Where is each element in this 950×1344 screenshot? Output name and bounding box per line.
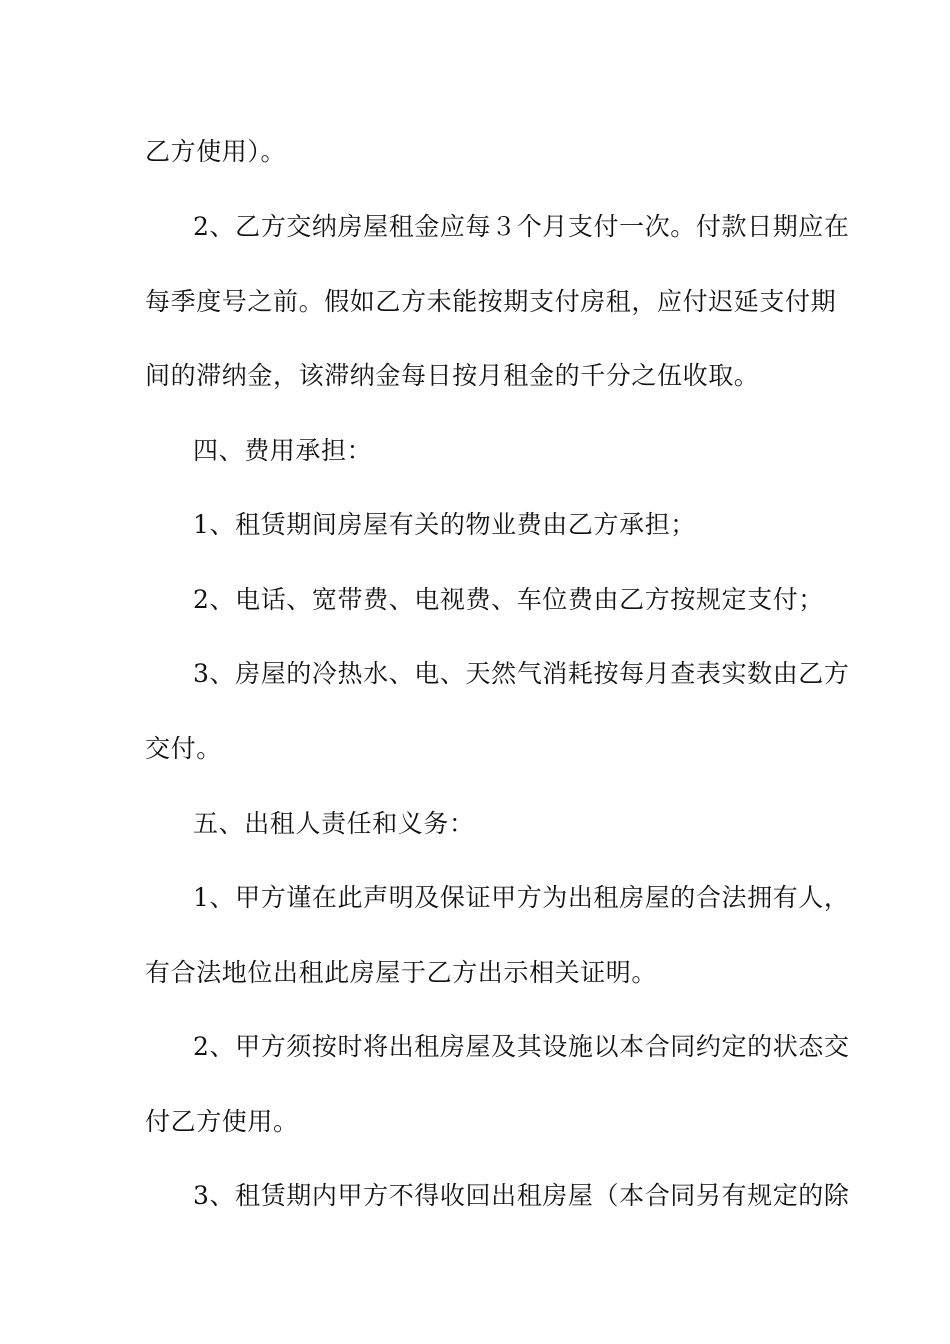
text-line-2: 2、乙方交纳房屋租金应每３个月支付一次。付款日期应在 bbox=[193, 212, 850, 241]
text-line-3: 每季度号之前。假如乙方未能按期支付房租，应付迟延支付期 bbox=[145, 287, 837, 316]
section-heading-lessor-duties: 五、出租人责任和义务： bbox=[193, 809, 475, 838]
text-line-14: 付乙方使用。 bbox=[145, 1107, 299, 1136]
text-line-6: 1、租赁期间房屋有关的物业费由乙方承担； bbox=[193, 510, 696, 539]
text-line-11: 1、甲方谨在此声明及保证甲方为出租房屋的合法拥有人， bbox=[193, 883, 850, 912]
section-heading-fees: 四、费用承担： bbox=[193, 436, 373, 465]
text-line-7: 2、电话、宽带费、电视费、车位费由乙方按规定支付； bbox=[193, 585, 824, 614]
text-line-13: 2、甲方须按时将出租房屋及其设施以本合同约定的状态交 bbox=[193, 1032, 850, 1061]
text-line-1: 乙方使用）。 bbox=[145, 137, 287, 166]
text-line-9: 交付。 bbox=[145, 734, 222, 763]
text-line-15: 3、租赁期内甲方不得收回出租房屋（本合同另有规定的除 bbox=[193, 1181, 850, 1210]
text-line-4: 间的滞纳金，该滞纳金每日按月租金的千分之伍收取。 bbox=[145, 361, 760, 390]
text-line-12: 有合法地位出租此房屋于乙方出示相关证明。 bbox=[145, 958, 658, 987]
text-line-8: 3、房屋的冷热水、电、天然气消耗按每月查表实数由乙方 bbox=[193, 659, 850, 688]
